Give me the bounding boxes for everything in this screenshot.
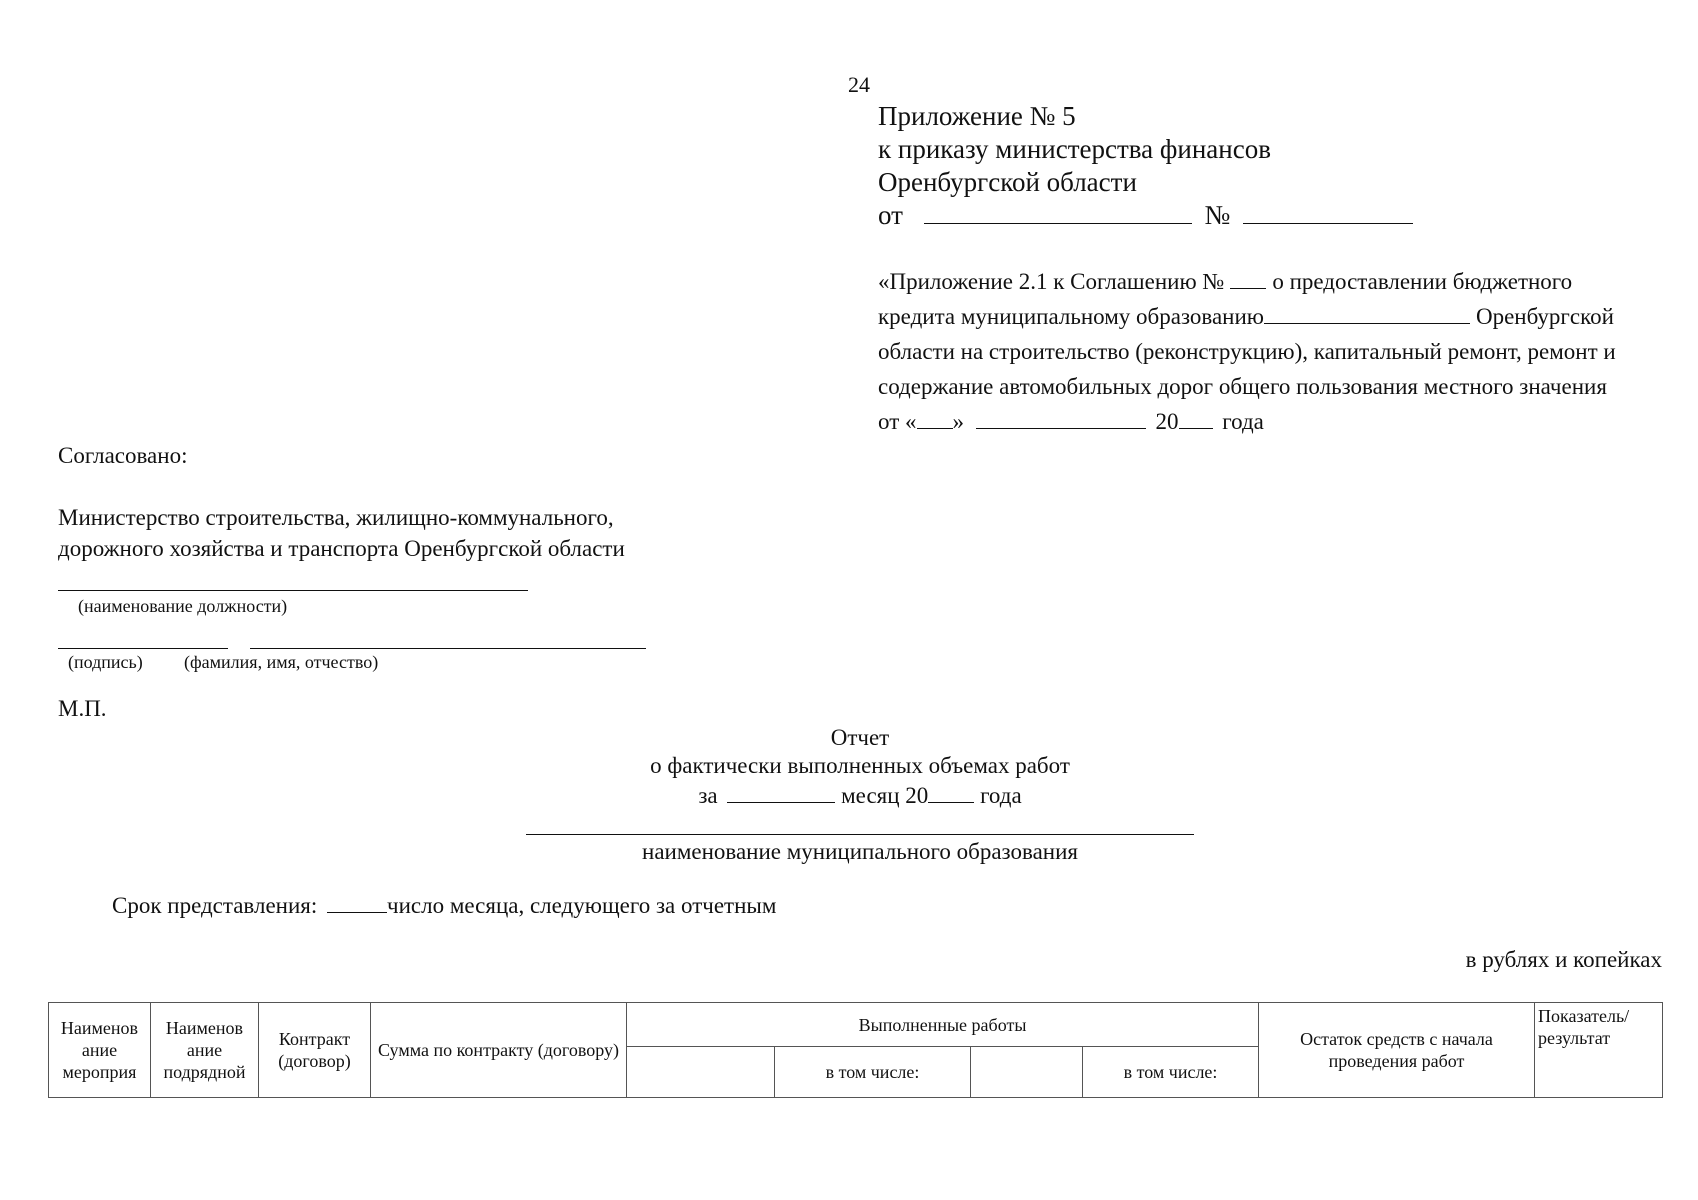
ministry-line2: дорожного хозяйства и транспорта Оренбургской области — [58, 536, 625, 561]
deadline-day-blank[interactable] — [327, 890, 387, 913]
date-blank[interactable] — [924, 201, 1192, 224]
number-blank[interactable] — [1243, 201, 1413, 224]
period-year-blank[interactable] — [928, 780, 974, 803]
agreement-year-prefix: 20 — [1155, 409, 1179, 434]
municipality-blank[interactable] — [1264, 301, 1470, 324]
year-blank[interactable] — [1179, 406, 1213, 429]
agreement-number-blank[interactable] — [1230, 266, 1266, 289]
approval-label: Согласовано: — [58, 443, 188, 468]
agreement-line2-end: Оренбургской — [1475, 304, 1614, 329]
report-title: Отчет — [830, 725, 890, 750]
month-blank[interactable] — [976, 406, 1146, 429]
agreement-year-suffix: года — [1222, 409, 1264, 434]
cell-completed-total — [627, 1047, 775, 1098]
agreement-line1-end: о предоставлении бюджетного — [1272, 269, 1573, 294]
header-contract: Контракт (договор) — [259, 1003, 371, 1098]
report-table — [48, 1002, 1663, 1098]
agreement-line4: содержание автомобильных дорог общего пользования местного значения — [878, 374, 1607, 399]
agreement-date-open: от « — [878, 409, 917, 434]
report-period — [560, 780, 1160, 810]
appendix-header — [878, 100, 1413, 232]
day-blank[interactable] — [917, 406, 953, 429]
agreement-reference — [878, 264, 1668, 439]
signature-line[interactable] — [58, 648, 228, 649]
appendix-title: Приложение № 5 — [878, 101, 1076, 131]
deadline-label: Срок представления: — [112, 893, 318, 918]
appendix-order: к приказу министерства финансов — [878, 134, 1271, 164]
ministry-line1: Министерство строительства, жилищно-коммунального, — [58, 505, 614, 530]
period-suffix: года — [980, 783, 1022, 808]
header-event: Наименов ание мероприя — [49, 1003, 151, 1098]
full-name-caption: (фамилия, имя, отчество) — [184, 652, 379, 672]
currency-units: в рублях и копейках — [1465, 947, 1662, 972]
header-including-2: в том числе: — [1083, 1047, 1259, 1098]
agreement-line3: области на строительство (реконструкцию), капитальный ремонт, ремонт и — [878, 339, 1616, 364]
appendix-num-label: № — [1204, 200, 1231, 230]
deadline — [112, 890, 776, 919]
municipality-line[interactable] — [526, 834, 1194, 835]
header-including-1: в том числе: — [775, 1047, 971, 1098]
agreement-line2-start: кредита муниципальному образованию — [878, 304, 1264, 329]
period-month-blank[interactable] — [727, 780, 835, 803]
appendix-region: Оренбургской области — [878, 167, 1137, 197]
stamp-label: М.П. — [58, 696, 107, 721]
period-middle: месяц 20 — [841, 783, 929, 808]
agreement-date-close: » — [952, 409, 964, 434]
appendix-from-label: от — [878, 200, 903, 230]
signature-caption: (подпись) — [68, 652, 143, 672]
header-contract-sum: Сумма по контракту (договору) — [371, 1003, 627, 1098]
header-contractor: Наименов ание подрядной — [151, 1003, 259, 1098]
ministry-name — [58, 502, 625, 564]
header-indicator: Показатель/ результат — [1535, 1003, 1663, 1098]
period-prefix: за — [698, 783, 718, 808]
position-line[interactable] — [58, 590, 528, 591]
page-number: 24 — [848, 72, 870, 97]
agreement-line1-start: «Приложение 2.1 к Соглашению № — [878, 269, 1225, 294]
report-subtitle: о фактически выполненных объемах работ — [650, 753, 1070, 778]
header-completed-works: Выполненные работы — [627, 1003, 1259, 1047]
deadline-text: число месяца, следующего за отчетным — [387, 893, 777, 918]
appendix-date-line — [878, 199, 1413, 232]
municipality-caption: наименование муниципального образования — [642, 839, 1078, 864]
position-caption: (наименование должности) — [78, 596, 288, 616]
full-name-line[interactable] — [250, 648, 646, 649]
cell-completed-sub — [971, 1047, 1083, 1098]
header-remaining-funds: Остаток средств с начала проведения работ — [1259, 1003, 1535, 1098]
